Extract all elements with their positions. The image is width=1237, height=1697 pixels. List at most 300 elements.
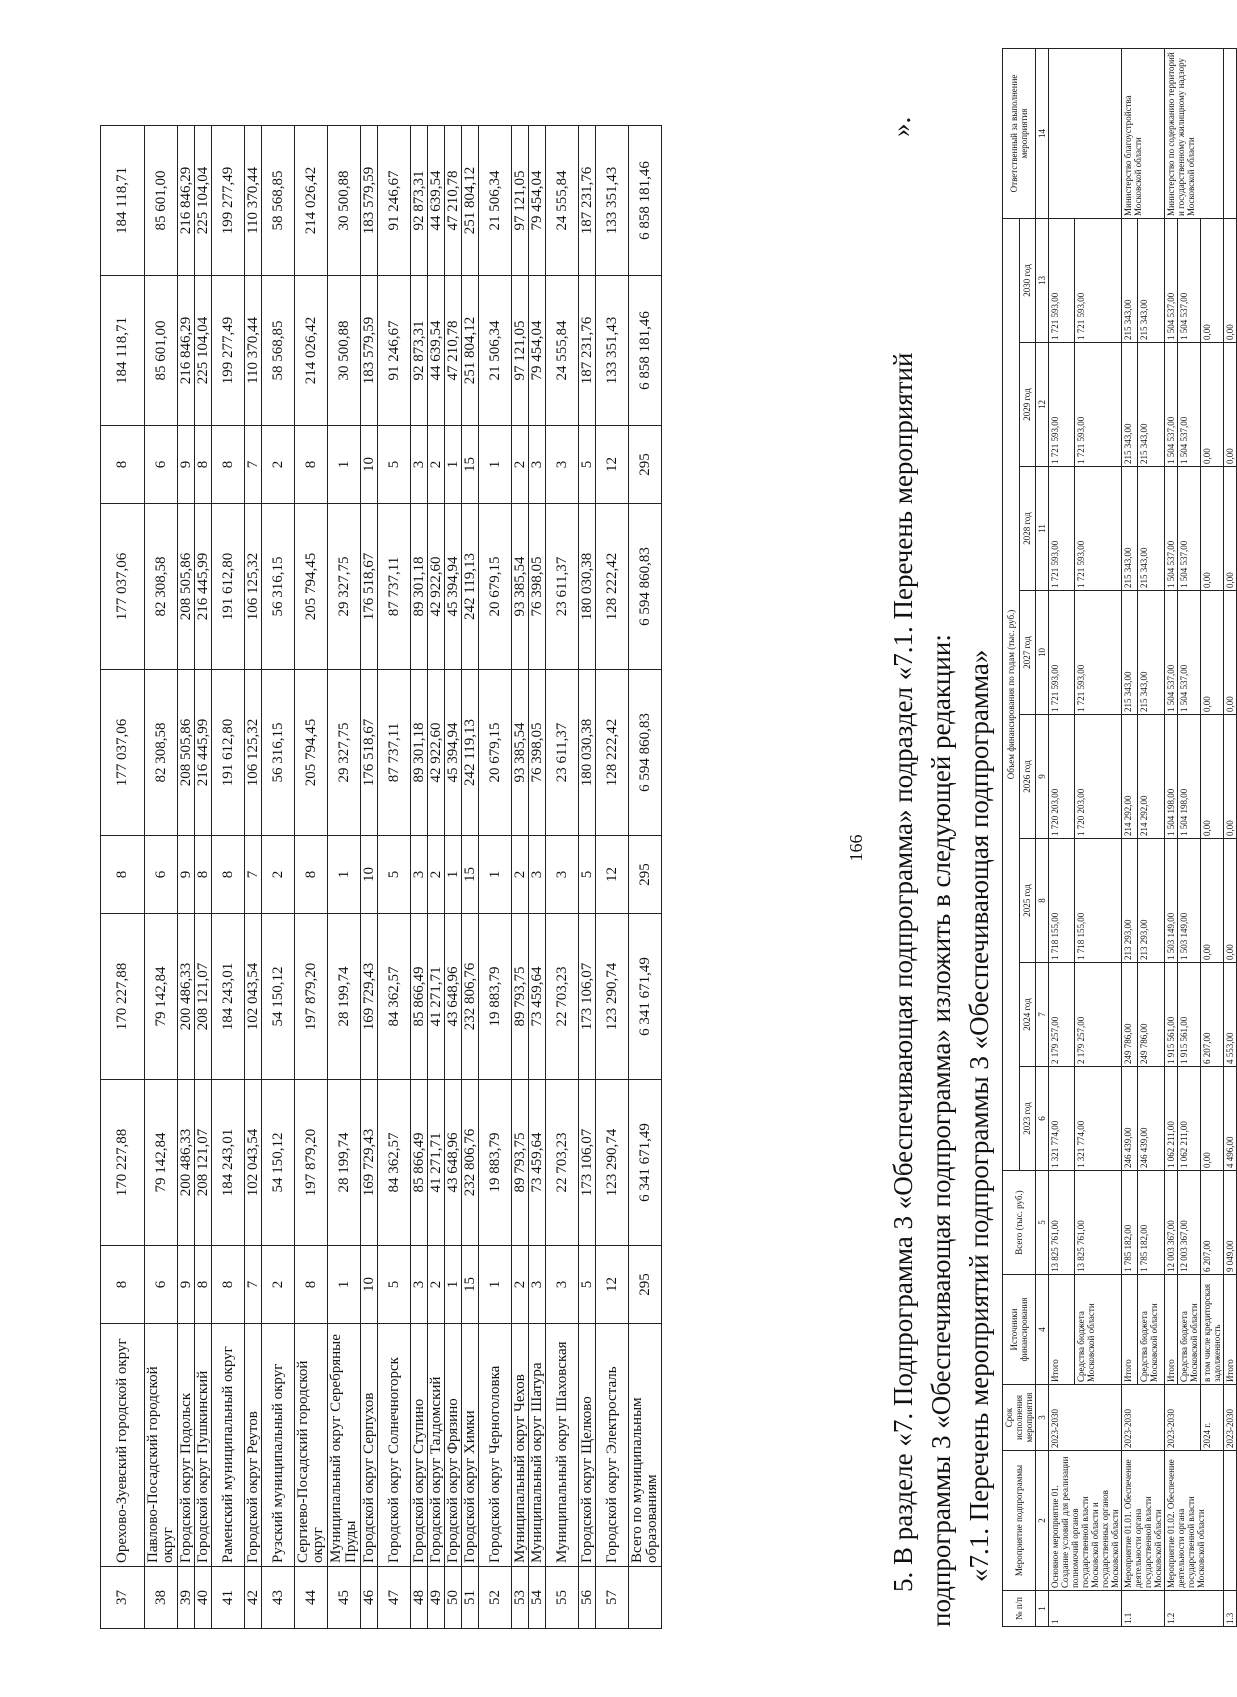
municipality-name-cell: Городской округ Химки xyxy=(462,1324,479,1567)
year-amount: 4 496,00 xyxy=(1224,1067,1237,1171)
table-row xyxy=(145,126,178,1629)
count-cell: 8 xyxy=(101,426,145,504)
amount-cell: 6 341 671,49 xyxy=(629,1080,662,1246)
amount-cell: 87 737,11 xyxy=(378,504,411,670)
year-amount: 1 720 203,00 xyxy=(1049,715,1075,839)
amount-cell: 24 555,84 xyxy=(546,276,579,426)
year-amount: 0,00 xyxy=(1224,467,1237,591)
row-number-cell: 55 xyxy=(546,1567,579,1629)
municipality-name-cell: Городской округ Серпухов xyxy=(361,1324,378,1567)
year-amount: 1 504 537,00 xyxy=(1178,591,1201,715)
total-amount: 6 207,00 xyxy=(1201,1171,1224,1275)
table-row xyxy=(462,126,479,1629)
funding-source: в том числе кредиторская задолженность xyxy=(1201,1275,1224,1385)
count-cell: 3 xyxy=(546,1246,579,1324)
count-cell: 6 xyxy=(145,1246,178,1324)
header-col-number: 14 xyxy=(1036,48,1049,218)
year-amount: 249 786,00 xyxy=(1137,963,1164,1067)
header-volume: Объем финансирования по годам (тыс. руб.) xyxy=(1003,218,1020,1170)
row-number-cell: 56 xyxy=(579,1567,596,1629)
municipality-name-cell: Городской округ Реутов xyxy=(245,1324,262,1567)
amount-cell: 208 121,07 xyxy=(195,1080,212,1246)
amount-cell: 43 648,96 xyxy=(445,1080,462,1246)
year-amount: 213 293,00 xyxy=(1122,839,1138,963)
municipality-name-cell: Городской округ Солнечногорск xyxy=(378,1324,411,1567)
year-amount: 1 721 593,00 xyxy=(1075,343,1122,467)
amount-cell: 123 290,74 xyxy=(596,1080,629,1246)
amount-cell: 89 301,18 xyxy=(411,670,428,836)
year-amount: 215 343,00 xyxy=(1122,218,1138,342)
amount-cell: 93 385,54 xyxy=(512,670,529,836)
count-cell: 6 xyxy=(145,426,178,504)
count-cell: 8 xyxy=(212,426,245,504)
year-amount: 1 504 537,00 xyxy=(1165,591,1178,715)
amount-cell: 184 118,71 xyxy=(101,126,145,276)
count-cell: 1 xyxy=(328,1246,361,1324)
row-number-cell: 42 xyxy=(245,1567,262,1629)
amount-cell: 45 394,94 xyxy=(445,670,462,836)
closing-quote: ». xyxy=(886,116,916,137)
municipality-name-cell: Городской округ Ступино xyxy=(411,1324,428,1567)
municipality-name-cell: Всего по муниципальным образованиям xyxy=(629,1324,662,1567)
header-year: 2025 год xyxy=(1019,839,1036,963)
year-amount: 0,00 xyxy=(1224,715,1237,839)
amount-cell: 214 026,42 xyxy=(295,276,328,426)
amount-cell: 6 594 860,83 xyxy=(629,670,662,836)
amount-cell: 208 505,86 xyxy=(178,504,195,670)
amount-cell: 85 866,49 xyxy=(411,914,428,1080)
count-cell: 12 xyxy=(596,836,629,914)
row-number-cell: 48 xyxy=(411,1567,428,1629)
row-number-cell: 47 xyxy=(378,1567,411,1629)
amount-cell: 106 125,32 xyxy=(245,670,262,836)
table-row xyxy=(512,126,529,1629)
header-term: Срок исполнения мероприятия xyxy=(1003,1385,1036,1451)
amount-cell: 216 846,29 xyxy=(178,276,195,426)
amount-cell: 225 104,04 xyxy=(195,126,212,276)
municipality-name-cell: Городской округ Талдомский xyxy=(428,1324,445,1567)
table-row xyxy=(546,126,579,1629)
count-cell: 8 xyxy=(212,1246,245,1324)
amount-cell: 42 922,60 xyxy=(428,504,445,670)
header-event: Мероприятие подпрограммы xyxy=(1003,1451,1036,1591)
count-cell: 295 xyxy=(629,836,662,914)
amount-cell: 30 500,88 xyxy=(328,276,361,426)
year-amount: 1 321 774,00 xyxy=(1049,1067,1075,1171)
row-number-cell: 38 xyxy=(145,1567,178,1629)
count-cell: 3 xyxy=(529,1246,546,1324)
count-cell: 2 xyxy=(428,1246,445,1324)
year-amount: 1 915 561,00 xyxy=(1165,963,1178,1067)
year-amount: 6 207,00 xyxy=(1201,963,1224,1067)
year-amount: 1 721 593,00 xyxy=(1049,591,1075,715)
count-cell: 15 xyxy=(462,836,479,914)
header-col-number: 4 xyxy=(1036,1275,1049,1385)
event-term: 2023-2030 xyxy=(1165,1385,1201,1451)
year-amount: 215 343,00 xyxy=(1122,343,1138,467)
table-row xyxy=(445,126,462,1629)
municipality-name-cell: Муниципальный округ Шатура xyxy=(529,1324,546,1567)
amount-cell: 89 793,75 xyxy=(512,1080,529,1246)
event-term: 2023-2030 xyxy=(1224,1385,1237,1451)
amount-cell: 225 104,04 xyxy=(195,276,212,426)
amount-cell: 43 648,96 xyxy=(445,914,462,1080)
amount-cell: 22 703,23 xyxy=(546,914,579,1080)
responsible xyxy=(1049,48,1122,218)
year-amount: 0,00 xyxy=(1201,343,1224,467)
table-row xyxy=(1201,48,1224,1626)
header-col-number: 8 xyxy=(1036,839,1049,963)
responsible: Министерство благоустройства Московской области xyxy=(1122,48,1165,218)
year-amount: 0,00 xyxy=(1201,218,1224,342)
amount-cell: 184 243,01 xyxy=(212,914,245,1080)
count-cell: 5 xyxy=(579,1246,596,1324)
table-row xyxy=(1224,48,1237,1626)
header-year: 2030 год xyxy=(1019,218,1036,342)
year-amount: 0,00 xyxy=(1201,467,1224,591)
event-term: 2023-2030 xyxy=(1049,1385,1122,1451)
header-year: 2027 год xyxy=(1019,591,1036,715)
amount-cell: 133 351,43 xyxy=(596,126,629,276)
amount-cell: 30 500,88 xyxy=(328,126,361,276)
amount-cell: 58 568,85 xyxy=(262,276,295,426)
header-col-number: 9 xyxy=(1036,715,1049,839)
amount-cell: 170 227,88 xyxy=(101,914,145,1080)
count-cell: 3 xyxy=(546,426,579,504)
year-amount: 1 504 537,00 xyxy=(1178,467,1201,591)
year-amount: 214 292,00 xyxy=(1122,715,1138,839)
count-cell: 2 xyxy=(428,426,445,504)
amount-cell: 110 370,44 xyxy=(245,276,262,426)
header-col-number: 1 xyxy=(1036,1591,1049,1627)
count-cell: 9 xyxy=(178,426,195,504)
amount-cell: 199 277,49 xyxy=(212,126,245,276)
header-col-number: 3 xyxy=(1036,1385,1049,1451)
row-number-cell: 43 xyxy=(262,1567,295,1629)
amount-cell: 97 121,05 xyxy=(512,126,529,276)
header-source: Источники финансирования xyxy=(1003,1275,1036,1385)
count-cell: 1 xyxy=(479,1246,512,1324)
amount-cell: 45 394,94 xyxy=(445,504,462,670)
year-amount: 0,00 xyxy=(1201,1067,1224,1171)
count-cell: 3 xyxy=(529,426,546,504)
amount-cell: 42 922,60 xyxy=(428,670,445,836)
year-amount: 0,00 xyxy=(1224,343,1237,467)
count-cell: 2 xyxy=(262,836,295,914)
total-amount: 9 049,00 xyxy=(1224,1171,1237,1275)
table-row xyxy=(361,126,378,1629)
count-cell: 2 xyxy=(512,426,529,504)
row-number-cell: 54 xyxy=(529,1567,546,1629)
count-cell: 3 xyxy=(411,426,428,504)
total-amount: 13 825 761,00 xyxy=(1049,1171,1075,1275)
year-amount: 1 721 593,00 xyxy=(1049,467,1075,591)
count-cell: 15 xyxy=(462,426,479,504)
event-number: 1.1 xyxy=(1122,1591,1165,1627)
amount-cell: 176 518,67 xyxy=(361,670,378,836)
amount-cell: 251 804,12 xyxy=(462,276,479,426)
amount-cell: 89 793,75 xyxy=(512,914,529,1080)
header-col-number: 11 xyxy=(1036,467,1049,591)
year-amount: 0,00 xyxy=(1224,839,1237,963)
amount-cell: 76 398,05 xyxy=(529,670,546,836)
amount-cell: 184 243,01 xyxy=(212,1080,245,1246)
event-name: Основное мероприятие 01. Создание условий для реализации полномочий органов государственной власти Московской области и государственных органов Московской области xyxy=(1049,1451,1122,1591)
amount-cell: 20 679,15 xyxy=(479,670,512,836)
count-cell: 2 xyxy=(428,836,445,914)
amount-cell: 21 506,34 xyxy=(479,126,512,276)
year-amount: 1 721 593,00 xyxy=(1075,467,1122,591)
amount-cell: 82 308,58 xyxy=(145,670,178,836)
header-col-number: 5 xyxy=(1036,1171,1049,1275)
count-cell: 8 xyxy=(195,426,212,504)
municipality-name-cell: Орехово-Зуевский городской округ xyxy=(101,1324,145,1567)
amount-cell: 205 794,45 xyxy=(295,670,328,836)
year-amount: 4 553,00 xyxy=(1224,963,1237,1067)
amount-cell: 87 737,11 xyxy=(378,670,411,836)
amount-cell: 170 227,88 xyxy=(101,1080,145,1246)
year-amount: 0,00 xyxy=(1201,591,1224,715)
amount-cell: 73 459,64 xyxy=(529,1080,546,1246)
year-amount: 215 343,00 xyxy=(1137,343,1164,467)
year-amount: 2 179 257,00 xyxy=(1049,963,1075,1067)
table-row xyxy=(1049,48,1075,1626)
count-cell: 10 xyxy=(361,1246,378,1324)
row-number-cell xyxy=(629,1567,662,1629)
header-year: 2028 год xyxy=(1019,467,1036,591)
amount-cell: 187 231,76 xyxy=(579,126,596,276)
event-term: 2024 г. xyxy=(1201,1385,1224,1451)
table-row xyxy=(295,126,328,1629)
amount-cell: 191 612,80 xyxy=(212,670,245,836)
header-total: Всего (тыс. руб.) xyxy=(1003,1171,1036,1275)
count-cell: 5 xyxy=(378,426,411,504)
row-number-cell: 51 xyxy=(462,1567,479,1629)
event-number: 1.2 xyxy=(1165,1591,1224,1627)
amount-cell: 47 210,78 xyxy=(445,276,462,426)
amount-cell: 216 846,29 xyxy=(178,126,195,276)
row-number-cell: 41 xyxy=(212,1567,245,1629)
year-amount: 213 293,00 xyxy=(1137,839,1164,963)
count-cell: 10 xyxy=(361,426,378,504)
count-cell: 8 xyxy=(195,1246,212,1324)
year-amount: 1 321 774,00 xyxy=(1075,1067,1122,1171)
amount-cell: 93 385,54 xyxy=(512,504,529,670)
row-number-cell: 57 xyxy=(596,1567,629,1629)
amount-cell: 44 639,54 xyxy=(428,276,445,426)
count-cell: 7 xyxy=(245,1246,262,1324)
amount-cell: 242 119,13 xyxy=(462,670,479,836)
count-cell: 8 xyxy=(212,836,245,914)
table-row xyxy=(245,126,262,1629)
amount-cell: 176 518,67 xyxy=(361,504,378,670)
year-amount: 1 503 149,00 xyxy=(1165,839,1178,963)
year-amount: 0,00 xyxy=(1224,218,1237,342)
funding-source: Средства бюджета Московской области xyxy=(1178,1275,1201,1385)
table-row xyxy=(1165,48,1178,1626)
year-amount: 215 343,00 xyxy=(1137,218,1164,342)
event-name: Мероприятие 01.01. Обеспечение деятельности органа государственной власти Московской области xyxy=(1122,1451,1165,1591)
row-number-cell: 37 xyxy=(101,1567,145,1629)
count-cell: 1 xyxy=(328,426,361,504)
year-amount: 0,00 xyxy=(1201,839,1224,963)
amount-cell: 200 486,33 xyxy=(178,1080,195,1246)
funding-source: Итого xyxy=(1049,1275,1075,1385)
count-cell: 5 xyxy=(378,1246,411,1324)
table-row xyxy=(328,126,361,1629)
responsible: Министерство по содержанию территорий и государственному жилищному надзору Московской области xyxy=(1165,48,1224,218)
amendment-paragraph-line1: 5. В разделе «7. Подпрограмма 3 «Обеспечивающая подпрограмма» подраздел «7.1. Перечень мероприятий xyxy=(888,352,918,1592)
total-amount: 1 785 182,00 xyxy=(1137,1171,1164,1275)
count-cell: 3 xyxy=(546,836,579,914)
count-cell: 5 xyxy=(579,836,596,914)
municipality-name-cell: Муниципальный округ Серебряные Пруды xyxy=(328,1324,361,1567)
row-number-cell: 46 xyxy=(361,1567,378,1629)
count-cell: 1 xyxy=(479,836,512,914)
amount-cell: 54 150,12 xyxy=(262,1080,295,1246)
amount-cell: 92 873,31 xyxy=(411,126,428,276)
count-cell: 5 xyxy=(579,426,596,504)
amount-cell: 79 142,84 xyxy=(145,914,178,1080)
amount-cell: 41 271,71 xyxy=(428,914,445,1080)
table-row xyxy=(262,126,295,1629)
year-amount: 215 343,00 xyxy=(1137,467,1164,591)
municipality-name-cell: Городской округ Щелково xyxy=(579,1324,596,1567)
table-row xyxy=(579,126,596,1629)
amount-cell: 191 612,80 xyxy=(212,504,245,670)
municipality-name-cell: Сергиево-Посадский городской округ xyxy=(295,1324,328,1567)
amount-cell: 199 277,49 xyxy=(212,276,245,426)
count-cell: 2 xyxy=(512,1246,529,1324)
year-amount: 1 504 537,00 xyxy=(1165,343,1178,467)
header-year: 2023 год xyxy=(1019,1067,1036,1171)
amount-cell: 19 883,79 xyxy=(479,1080,512,1246)
header-col-number: 12 xyxy=(1036,343,1049,467)
year-amount: 215 343,00 xyxy=(1137,591,1164,715)
amount-cell: 232 806,76 xyxy=(462,1080,479,1246)
total-amount: 1 785 182,00 xyxy=(1122,1171,1138,1275)
amount-cell: 56 316,15 xyxy=(262,504,295,670)
responsible xyxy=(1224,48,1237,218)
amount-cell: 29 327,75 xyxy=(328,504,361,670)
amount-cell: 177 037,06 xyxy=(101,670,145,836)
amount-cell: 20 679,15 xyxy=(479,504,512,670)
count-cell: 7 xyxy=(245,836,262,914)
amount-cell: 23 611,37 xyxy=(546,504,579,670)
total-amount: 12 003 367,00 xyxy=(1165,1171,1178,1275)
amount-cell: 183 579,59 xyxy=(361,126,378,276)
amount-cell: 205 794,45 xyxy=(295,504,328,670)
table-row xyxy=(212,126,245,1629)
amount-cell: 44 639,54 xyxy=(428,126,445,276)
amount-cell: 183 579,59 xyxy=(361,276,378,426)
amount-cell: 85 866,49 xyxy=(411,1080,428,1246)
amount-cell: 128 222,42 xyxy=(596,504,629,670)
amount-cell: 200 486,33 xyxy=(178,914,195,1080)
row-number-cell: 52 xyxy=(479,1567,512,1629)
amount-cell: 85 601,00 xyxy=(145,126,178,276)
row-number-cell: 40 xyxy=(195,1567,212,1629)
table-row xyxy=(178,126,195,1629)
funding-source: Итого xyxy=(1165,1275,1178,1385)
count-cell: 3 xyxy=(529,836,546,914)
amount-cell: 97 121,05 xyxy=(512,276,529,426)
municipality-name-cell: Муниципальный округ Чехов xyxy=(512,1324,529,1567)
count-cell: 8 xyxy=(101,1246,145,1324)
year-amount: 1 718 155,00 xyxy=(1075,839,1122,963)
amount-cell: 214 026,42 xyxy=(295,126,328,276)
amount-cell: 28 199,74 xyxy=(328,1080,361,1246)
funding-source: Средства бюджета Московской области xyxy=(1075,1275,1122,1385)
year-amount: 1 718 155,00 xyxy=(1049,839,1075,963)
year-amount: 1 504 198,00 xyxy=(1178,715,1201,839)
amount-cell: 169 729,43 xyxy=(361,1080,378,1246)
amount-cell: 22 703,23 xyxy=(546,1080,579,1246)
year-amount: 1 721 593,00 xyxy=(1049,343,1075,467)
count-cell: 8 xyxy=(195,836,212,914)
header-year: 2026 год xyxy=(1019,715,1036,839)
table-row xyxy=(378,126,411,1629)
funding-source: Итого xyxy=(1122,1275,1138,1385)
amount-cell: 19 883,79 xyxy=(479,914,512,1080)
amount-cell: 23 611,37 xyxy=(546,670,579,836)
amount-cell: 84 362,57 xyxy=(378,914,411,1080)
amount-cell: 58 568,85 xyxy=(262,126,295,276)
page-number: 166 xyxy=(846,834,866,862)
amount-cell: 73 459,64 xyxy=(529,914,546,1080)
amount-cell: 85 601,00 xyxy=(145,276,178,426)
year-amount: 1 915 561,00 xyxy=(1178,963,1201,1067)
count-cell: 3 xyxy=(411,836,428,914)
table-row xyxy=(479,126,512,1629)
table-row xyxy=(1122,48,1138,1626)
amount-cell: 79 454,04 xyxy=(529,126,546,276)
amount-cell: 173 106,07 xyxy=(579,1080,596,1246)
amount-cell: 180 030,38 xyxy=(579,670,596,836)
year-amount: 0,00 xyxy=(1224,591,1237,715)
amount-cell: 6 858 181,46 xyxy=(629,276,662,426)
amount-cell: 6 341 671,49 xyxy=(629,914,662,1080)
amount-cell: 177 037,06 xyxy=(101,504,145,670)
municipality-name-cell: Городской округ Электросталь xyxy=(596,1324,629,1567)
municipality-name-cell: Городской округ Подольск xyxy=(178,1324,195,1567)
count-cell: 12 xyxy=(596,426,629,504)
count-cell: 7 xyxy=(245,426,262,504)
amount-cell: 29 327,75 xyxy=(328,670,361,836)
amount-cell: 180 030,38 xyxy=(579,504,596,670)
count-cell: 2 xyxy=(262,426,295,504)
amount-cell: 184 118,71 xyxy=(101,276,145,426)
year-amount: 1 503 149,00 xyxy=(1178,839,1201,963)
amount-cell: 197 879,20 xyxy=(295,1080,328,1246)
municipality-name-cell: Рузский муниципальный округ xyxy=(262,1324,295,1567)
table-row xyxy=(596,126,629,1629)
table-row xyxy=(529,126,546,1629)
year-amount: 246 439,00 xyxy=(1122,1067,1138,1171)
total-amount: 13 825 761,00 xyxy=(1075,1171,1122,1275)
header-row-1 xyxy=(1003,48,1020,1626)
header-col-number: 10 xyxy=(1036,591,1049,715)
municipality-name-cell: Городской округ Пушкинский xyxy=(195,1324,212,1567)
amount-cell: 91 246,67 xyxy=(378,276,411,426)
year-amount: 1 062 211,00 xyxy=(1165,1067,1178,1171)
year-amount: 1 721 593,00 xyxy=(1049,218,1075,342)
table-row xyxy=(411,126,428,1629)
count-cell: 9 xyxy=(178,836,195,914)
municipal-allocation-table xyxy=(100,125,662,1629)
municipality-name-cell: Раменский муниципальный округ xyxy=(212,1324,245,1567)
amount-cell: 54 150,12 xyxy=(262,914,295,1080)
